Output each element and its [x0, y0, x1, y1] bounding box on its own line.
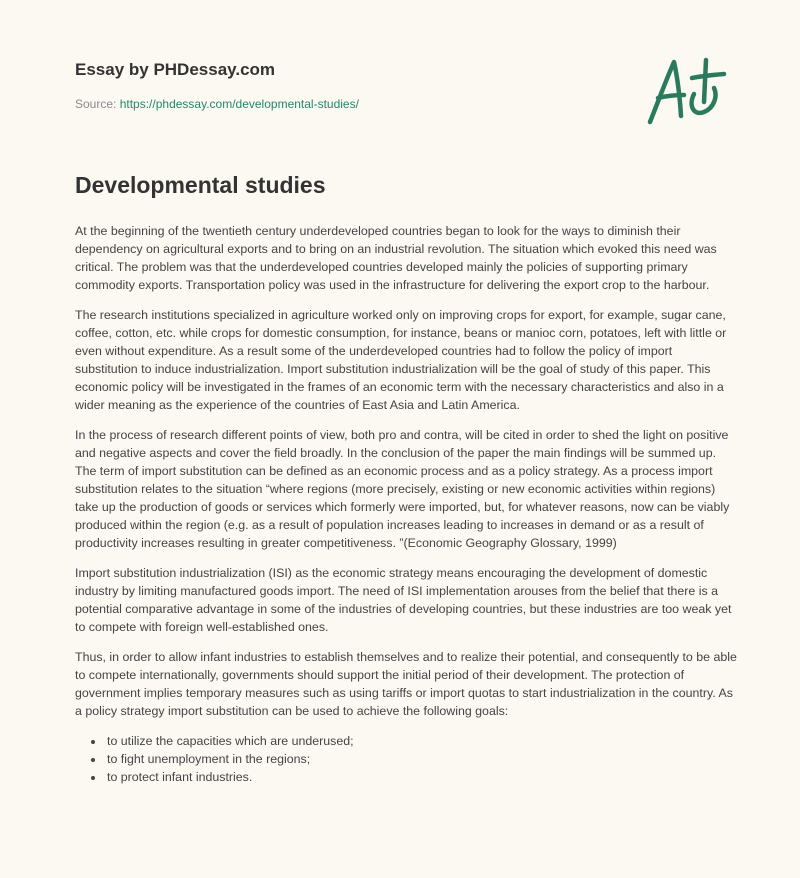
essay-body	[75, 222, 737, 786]
goals-list-item: • to fight unemployment in the regions;	[105, 750, 737, 768]
site-title: Essay by PHDessay.com	[75, 60, 276, 79]
essay-paragraph: In the process of research different points of view, both pro and contra, will be cited in order to shed the light on positive and negative aspects and cover the field broadly. In the conclusion of the paper the main findings will be summed up. The term of import substitution can be defined as an economic process and as a policy strategy. As a process import substitution relates to the situation “where regions (more precisely, existing or new economic activities within regions) take up the production of goods or services which formerly were imported, but, for whatever reasons, now can be viably produced within the region (e.g. as a result of population increases leading to increases in demand or as a result of productivity increases resulting in greater competitiveness. ”(Economic Geography Glossary, 1999)	[75, 428, 730, 550]
logo-plus-vertical	[704, 60, 706, 102]
essay-paragraph: The research institutions specialized in agriculture worked only on improving crops for export, for example, sugar cane, coffee, cotton, etc. while crops for domestic consumption, for instance, beans or manioc corn, potatoes, left with little or even without expenditure. As a result some of the underdeveloped countries had to follow the policy of import substitution to induce industrialization. Import substitution industrialization will be the goal of study of this paper. This economic policy will be investigated in the frames of an economic term with the necessary characteristics and also in a wider meaning as the experience of the countries of East Asia and Latin America.	[75, 308, 727, 412]
logo-plus-horizontal	[692, 74, 724, 78]
essay-paragraph: At the beginning of the twentieth century underdeveloped countries began to look for the ways to diminish their dependency on agricultural exports and to bring on an industrial revolution. The situation which evoked this need was critical. The problem was that the underdeveloped countries developed mainly the policies of supporting primary commodity exports. Transportation policy was used in the infrastructure for delivering the export crop to the harbour.	[75, 224, 717, 292]
essay-title: Developmental studies	[75, 172, 326, 198]
essay-paragraph: Thus, in order to allow infant industries to establish themselves and to realize their potential, and consequently to be able to compete internationally, governments should support the initial period of their development. The protection of government implies temporary measures such as using tariffs or import quotas to start industrialization in the country. As a policy strategy import substitution can be used to achieve the following goals:	[75, 650, 737, 718]
logo-letter-a	[650, 62, 681, 122]
source-link[interactable]: https://phdessay.com/developmental-studies/	[119, 97, 359, 111]
source-label: Source:	[75, 97, 120, 111]
essay-paragraph: Import substitution industrialization (ISI) as the economic strategy means encouraging the development of domestic industry by limiting manufactured goods import. The need of ISI implementation arouses from the belief that there is a potential comparative advantage in some of the industries of developing countries, but these industries are too weak yet to compete with foreign well-established ones.	[75, 566, 732, 634]
goals-list-item: • to protect infant industries.	[105, 768, 737, 786]
goals-list-item: • to utilize the capacities which are underused;	[105, 732, 737, 750]
goals-list	[75, 732, 737, 786]
source-line	[75, 97, 359, 111]
a-plus-logo-icon	[640, 50, 730, 132]
